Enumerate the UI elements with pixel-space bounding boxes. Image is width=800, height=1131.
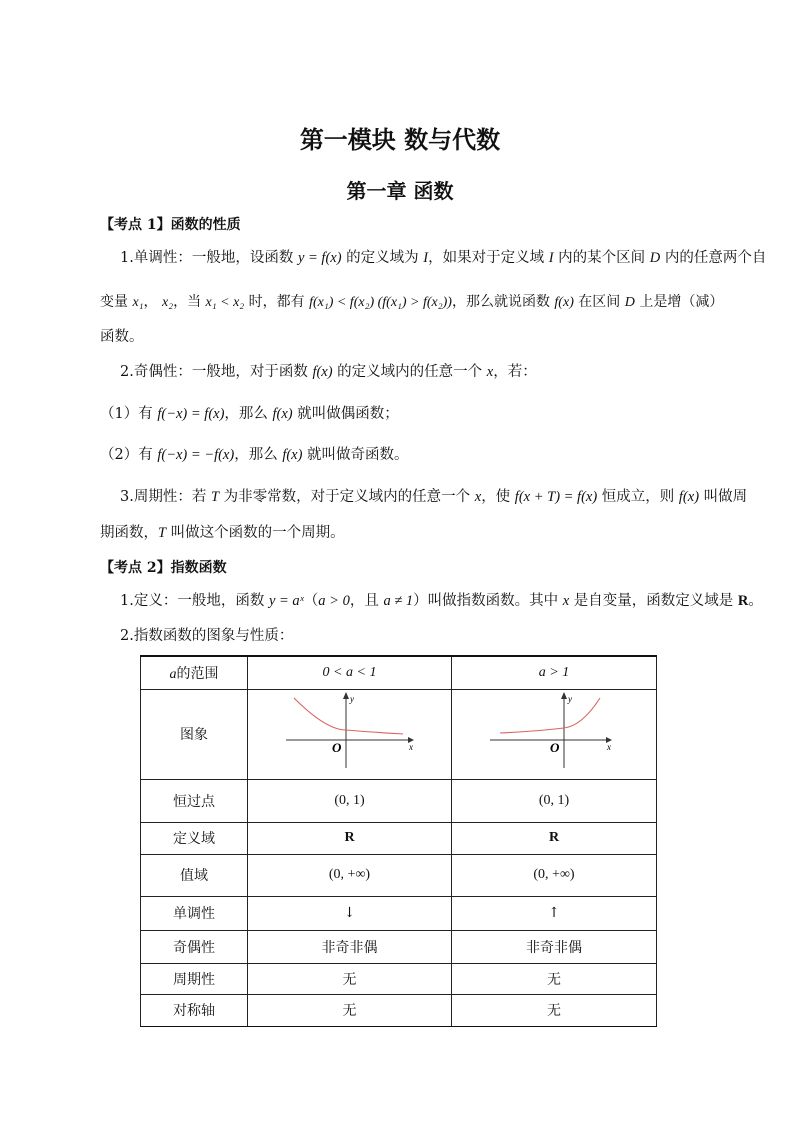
- header-case-gt1: a > 1: [452, 656, 657, 689]
- row-label: 图象: [141, 689, 248, 779]
- text: ，那么: [224, 406, 273, 422]
- text: ，当: [173, 294, 206, 310]
- chapter-title: 第一章 函数: [346, 179, 454, 203]
- row-label: 恒过点: [141, 779, 248, 822]
- fixed-point-lt1: (0, 1): [248, 779, 452, 822]
- text: ）叫做指数函数。其中: [413, 593, 563, 609]
- origin-label: O: [332, 739, 342, 755]
- row-label: 奇偶性: [141, 930, 248, 963]
- text: （1）有: [100, 406, 158, 422]
- math: x: [562, 593, 570, 609]
- period-line-2: [100, 523, 345, 543]
- range-gt1: (0, +∞): [452, 854, 657, 896]
- text: ，使: [481, 489, 515, 505]
- axis-gt1: 无: [452, 994, 657, 1026]
- period-gt1: 无: [452, 963, 657, 994]
- growth-graph: [452, 690, 656, 775]
- math: T: [158, 525, 167, 541]
- text: （: [303, 593, 319, 609]
- text: 就叫做偶函数；: [292, 406, 399, 422]
- graph-decreasing: [248, 689, 452, 779]
- table-row: [141, 822, 657, 854]
- period-line-1: [120, 487, 747, 507]
- table-row: [141, 963, 657, 994]
- math: D: [649, 250, 661, 266]
- parity-gt1: 非奇非偶: [452, 930, 657, 963]
- period-lt1: 无: [248, 963, 452, 994]
- math: x₁ < x₂: [205, 295, 245, 310]
- row-label: 周期性: [141, 963, 248, 994]
- text: 1.定义：一般地，函数: [120, 593, 269, 609]
- math: f(x): [312, 364, 333, 380]
- table-intro: 2.指数函数的图象与性质：: [120, 628, 294, 644]
- text: 1.单调性：一般地，设函数: [120, 250, 298, 266]
- row-label: 单调性: [141, 896, 248, 930]
- row-label: 对称轴: [141, 994, 248, 1026]
- x-label: x: [607, 741, 611, 752]
- math: x: [474, 489, 482, 505]
- math: I: [423, 250, 429, 266]
- parity-lt1: 非奇非偶: [248, 930, 452, 963]
- y-label: y: [350, 693, 354, 704]
- math: f(x): [554, 295, 574, 310]
- math: I: [548, 250, 554, 266]
- table-row: [141, 779, 657, 822]
- origin-label: O: [550, 739, 560, 755]
- kd1-heading: 【考点 1】函数的性质: [100, 217, 241, 233]
- decay-curve: [294, 698, 403, 734]
- monotonic-lt1: ↓: [248, 896, 452, 930]
- math: x₁: [132, 295, 144, 310]
- mono-line-1: [120, 248, 766, 268]
- math: T: [210, 489, 220, 505]
- table-row: [141, 854, 657, 896]
- text: 就叫做奇函数。: [302, 447, 409, 463]
- text: 是自变量，函数定义域是: [569, 593, 738, 609]
- math: f(x): [282, 447, 303, 463]
- module-title: 第一模块 数与代数: [299, 125, 501, 154]
- math: f(x₁) < f(x₂) (f(x₁) > f(x₂)): [309, 295, 452, 310]
- text: 为非零常数，对于定义域内的任意一个: [219, 489, 475, 505]
- y-arrow: [561, 692, 567, 699]
- text: 内的某个区间: [553, 250, 650, 266]
- math: a > 0: [318, 593, 350, 609]
- range-lt1: (0, +∞): [248, 854, 452, 896]
- text: ，若：: [493, 364, 537, 380]
- text: ，那么就说函数: [451, 294, 555, 310]
- text: 的定义域内的任意一个: [332, 364, 487, 380]
- table-row-graph: [141, 689, 657, 779]
- text: ，如果对于定义域: [428, 250, 549, 266]
- monotonic-gt1: ↑: [452, 896, 657, 930]
- text: ，: [143, 294, 162, 310]
- text: 叫做这个函数的一个周期。: [166, 525, 345, 541]
- row-label: 定义域: [141, 822, 248, 854]
- y-label: y: [568, 693, 572, 704]
- math: x: [486, 364, 494, 380]
- text: 期函数，: [100, 525, 158, 541]
- text: 变量: [100, 294, 133, 310]
- mono-line-3: 函数。: [100, 329, 144, 345]
- text: 3.周期性：若: [120, 489, 211, 505]
- decay-graph: [248, 690, 451, 775]
- text: 。: [748, 593, 763, 609]
- exp-properties-table: [140, 655, 657, 1027]
- table-row: [141, 994, 657, 1026]
- text: ，那么: [234, 447, 283, 463]
- parity-case-1: [100, 404, 399, 424]
- growth-curve: [500, 698, 600, 733]
- table-header-row: [141, 656, 657, 689]
- math-bold: R: [737, 593, 749, 609]
- header-range: [141, 656, 248, 689]
- parity-intro: [120, 362, 537, 382]
- parity-case-2: [100, 445, 409, 465]
- text: 时，都有: [244, 294, 310, 310]
- text: 的范围: [176, 665, 219, 682]
- table-row: [141, 930, 657, 963]
- text: 2.奇偶性：一般地，对于函数: [120, 364, 313, 380]
- math: f(x): [272, 406, 293, 422]
- text: 的定义域为: [341, 250, 424, 266]
- fixed-point-gt1: (0, 1): [452, 779, 657, 822]
- text: 恒成立，则: [597, 489, 679, 505]
- text: 上是增（减）: [634, 294, 724, 310]
- graph-increasing: [452, 689, 657, 779]
- math: x₂: [162, 295, 174, 310]
- y-arrow: [343, 692, 349, 699]
- domain-lt1: R: [248, 822, 452, 854]
- text: 在区间: [573, 294, 625, 310]
- mono-line-2: [100, 292, 723, 313]
- table-row: [141, 896, 657, 930]
- header-case-lt1: 0 < a < 1: [248, 656, 452, 689]
- math: D: [624, 295, 635, 310]
- text: 内的任意两个自: [660, 250, 767, 266]
- text: 叫做周: [699, 489, 748, 505]
- text: （2）有: [100, 447, 158, 463]
- math: a: [169, 666, 177, 682]
- x-label: x: [409, 741, 413, 752]
- math: y = f(x): [297, 250, 342, 266]
- row-label: 值域: [141, 854, 248, 896]
- exp-definition: [120, 591, 763, 611]
- domain-gt1: R: [452, 822, 657, 854]
- math: f(−x) = −f(x): [157, 447, 235, 463]
- text: ，且: [349, 593, 384, 609]
- axis-lt1: 无: [248, 994, 452, 1026]
- math: f(−x) = f(x): [157, 406, 225, 422]
- math: a ≠ 1: [383, 593, 414, 609]
- math: y = aˣ: [268, 593, 304, 609]
- kd2-heading: 【考点 2】指数函数: [100, 560, 227, 576]
- math: f(x): [678, 489, 700, 505]
- math: f(x + T) = f(x): [514, 489, 598, 505]
